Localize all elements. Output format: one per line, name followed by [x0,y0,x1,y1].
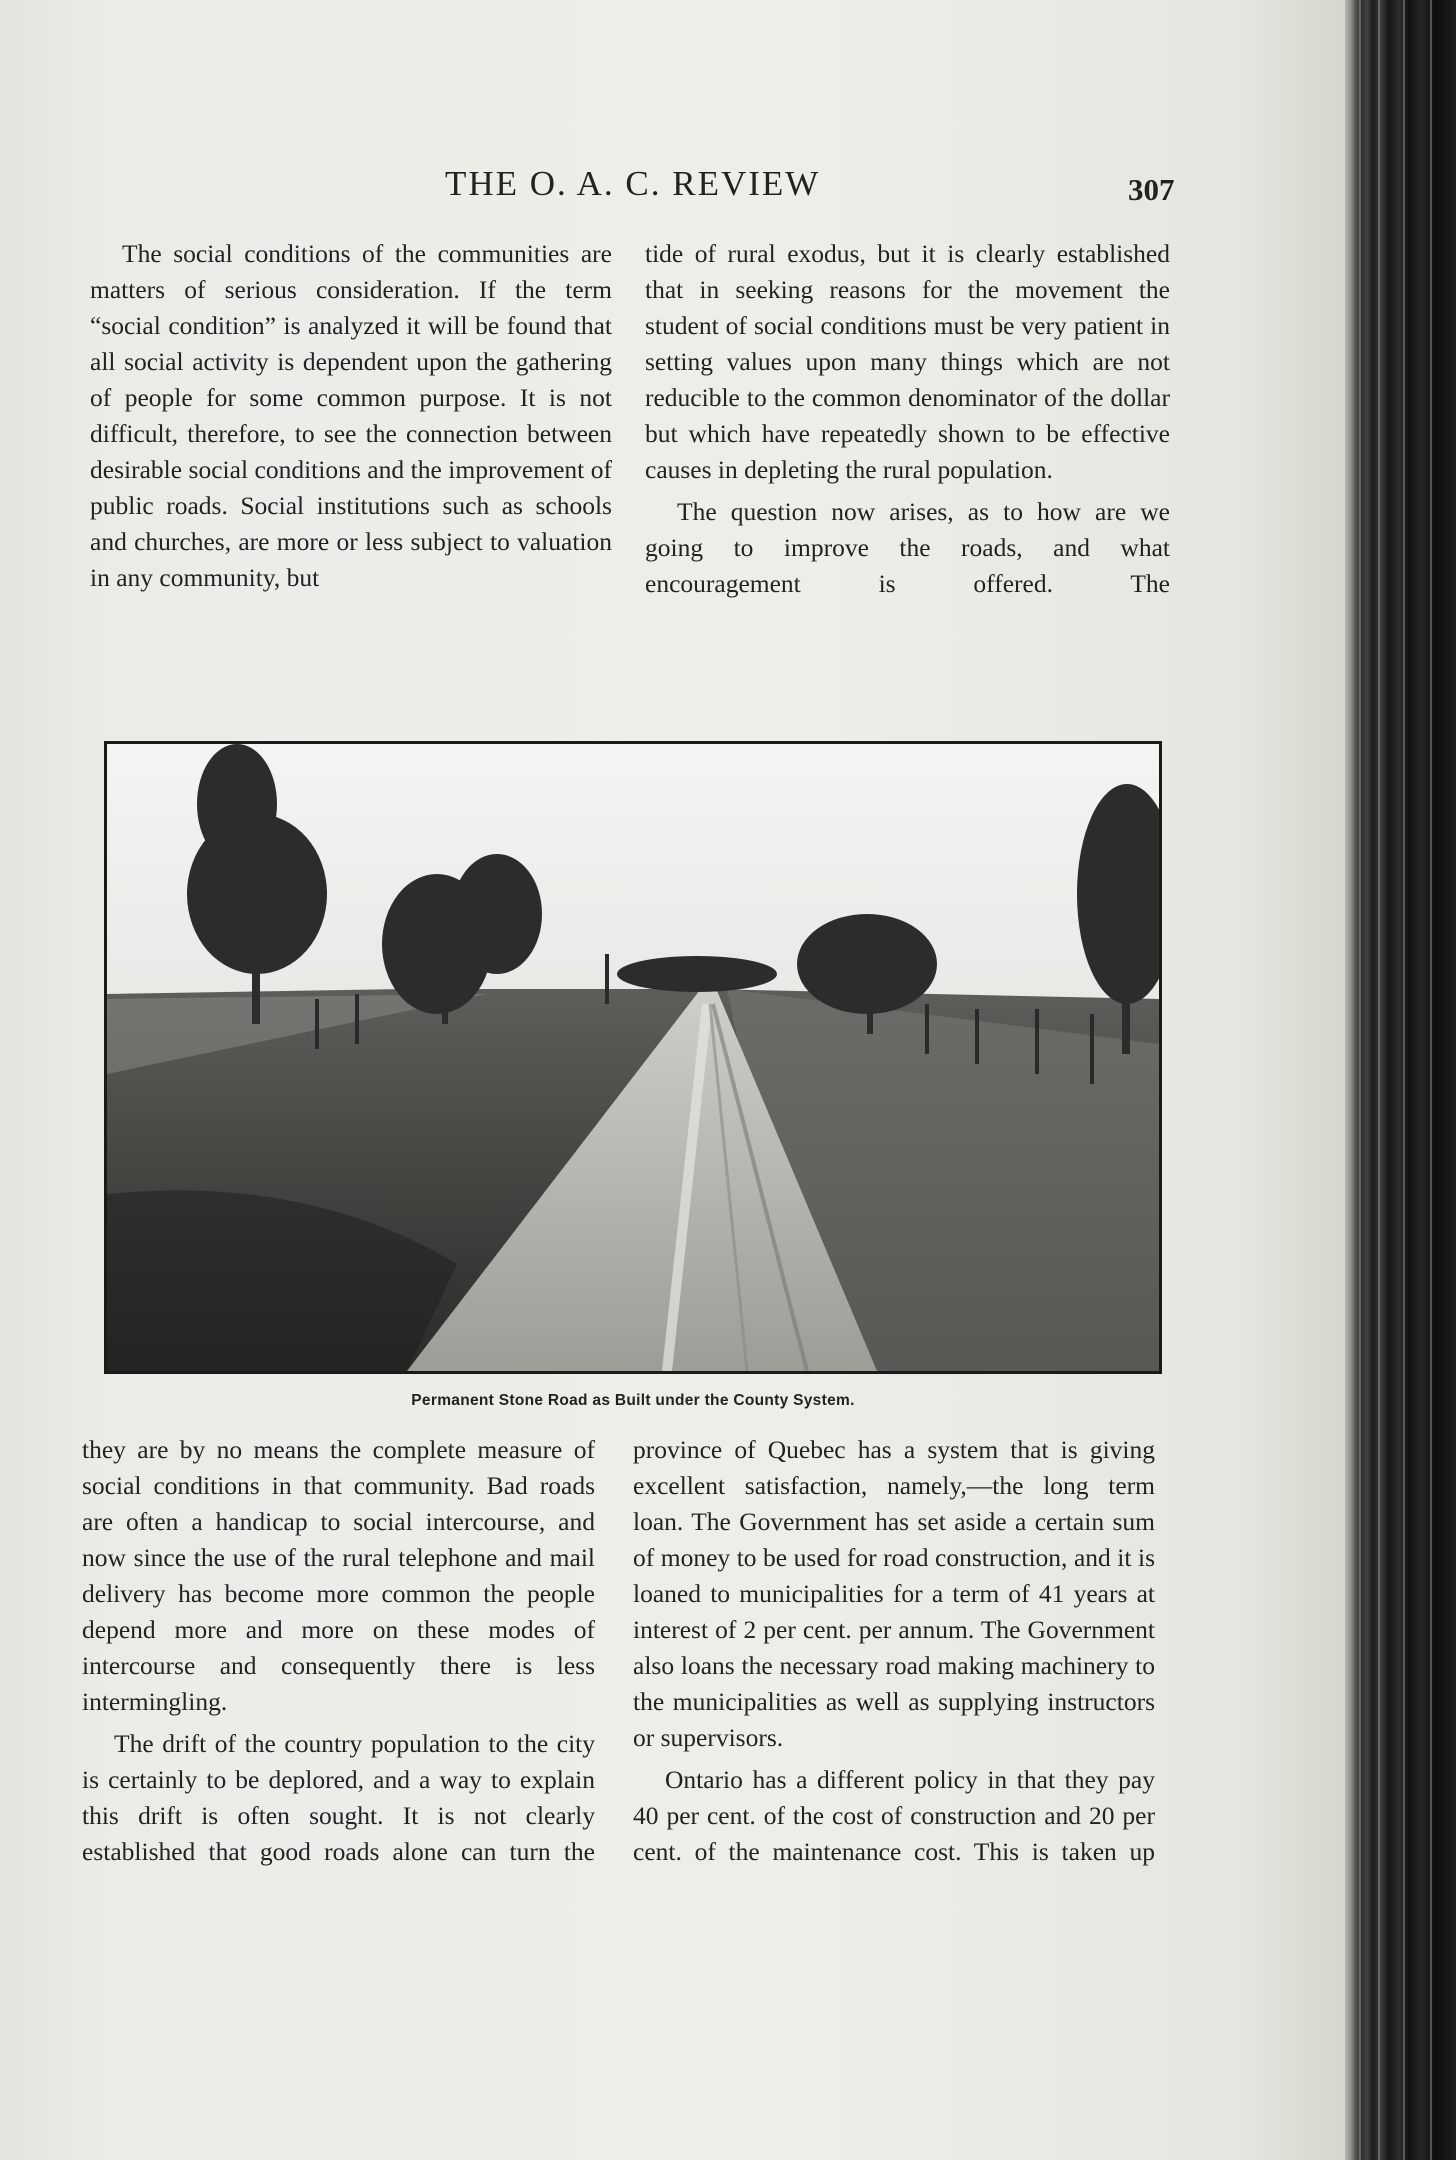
page-number: 307 [1128,172,1175,207]
column-top-left [90,236,612,596]
running-title: THE O. A. C. REVIEW [445,164,821,203]
road-photo-illustration [107,744,1159,1371]
page-edge-line [1378,0,1380,2160]
column-top-right [645,236,1170,602]
page-edge-line [1359,0,1361,2160]
paragraph: The drift of the country population to the city is certainly to be deplored, and a way to explain this drift is often sought. It is not clearly established that good roads alone can turn the [82,1729,595,1866]
paragraph: they are by no means the complete measure of social conditions in that community. Bad roads are often a handicap to social intercourse, and now since the use of the rural telephone and mail delivery has become more common the people depend more and more on these modes of intercourse and consequently there is less intermingling. [82,1435,595,1716]
paragraph: The social conditions of the communities are matters of serious consideration. If the term “social condition” is analyzed it will be found that all social activity is dependent upon the gathering of people for some common purpose. It is not difficult, therefore, to see the connection between desirable social conditions and the improvement of public roads. Social institutions such as schools and churches, are more or less subject to valuation in any community, but [90,239,612,592]
paragraph: The question now arises, as to how are we going to improve the roads, and what encouragement is offered. The [645,497,1170,598]
paragraph: tide of rural exodus, but it is clearly established that in seeking reasons for the movement the student of social conditions must be very patient in setting values upon many things which are not reducible to the common denominator of the dollar but which have repeatedly shown to be effective causes in depleting the rural population. [645,239,1170,484]
paragraph: Ontario has a different policy in that they pay 40 per cent. of the cost of construction and 20 per cent. of the maintenance cost. This is taken up [633,1765,1155,1866]
road-photograph [104,741,1162,1374]
column-bottom-left [82,1432,595,1870]
page-edge-line [1430,0,1432,2160]
page-edge-line [1403,0,1405,2160]
figure-caption: Permanent Stone Road as Built under the County System. [411,1392,855,1409]
column-bottom-right [633,1432,1155,1870]
book-binding-edge [1345,0,1456,2160]
paragraph: province of Quebec has a system that is giving excellent satisfaction, namely,—the long term loan. The Government has set aside a certain sum of money to be used for road construction, and it is loaned to municipalities for a term of 41 years at interest of 2 per cent. per annum. The Government also loans the necessary road making machinery to the municipalities as well as supplying instructors or supervisors. [633,1435,1155,1752]
